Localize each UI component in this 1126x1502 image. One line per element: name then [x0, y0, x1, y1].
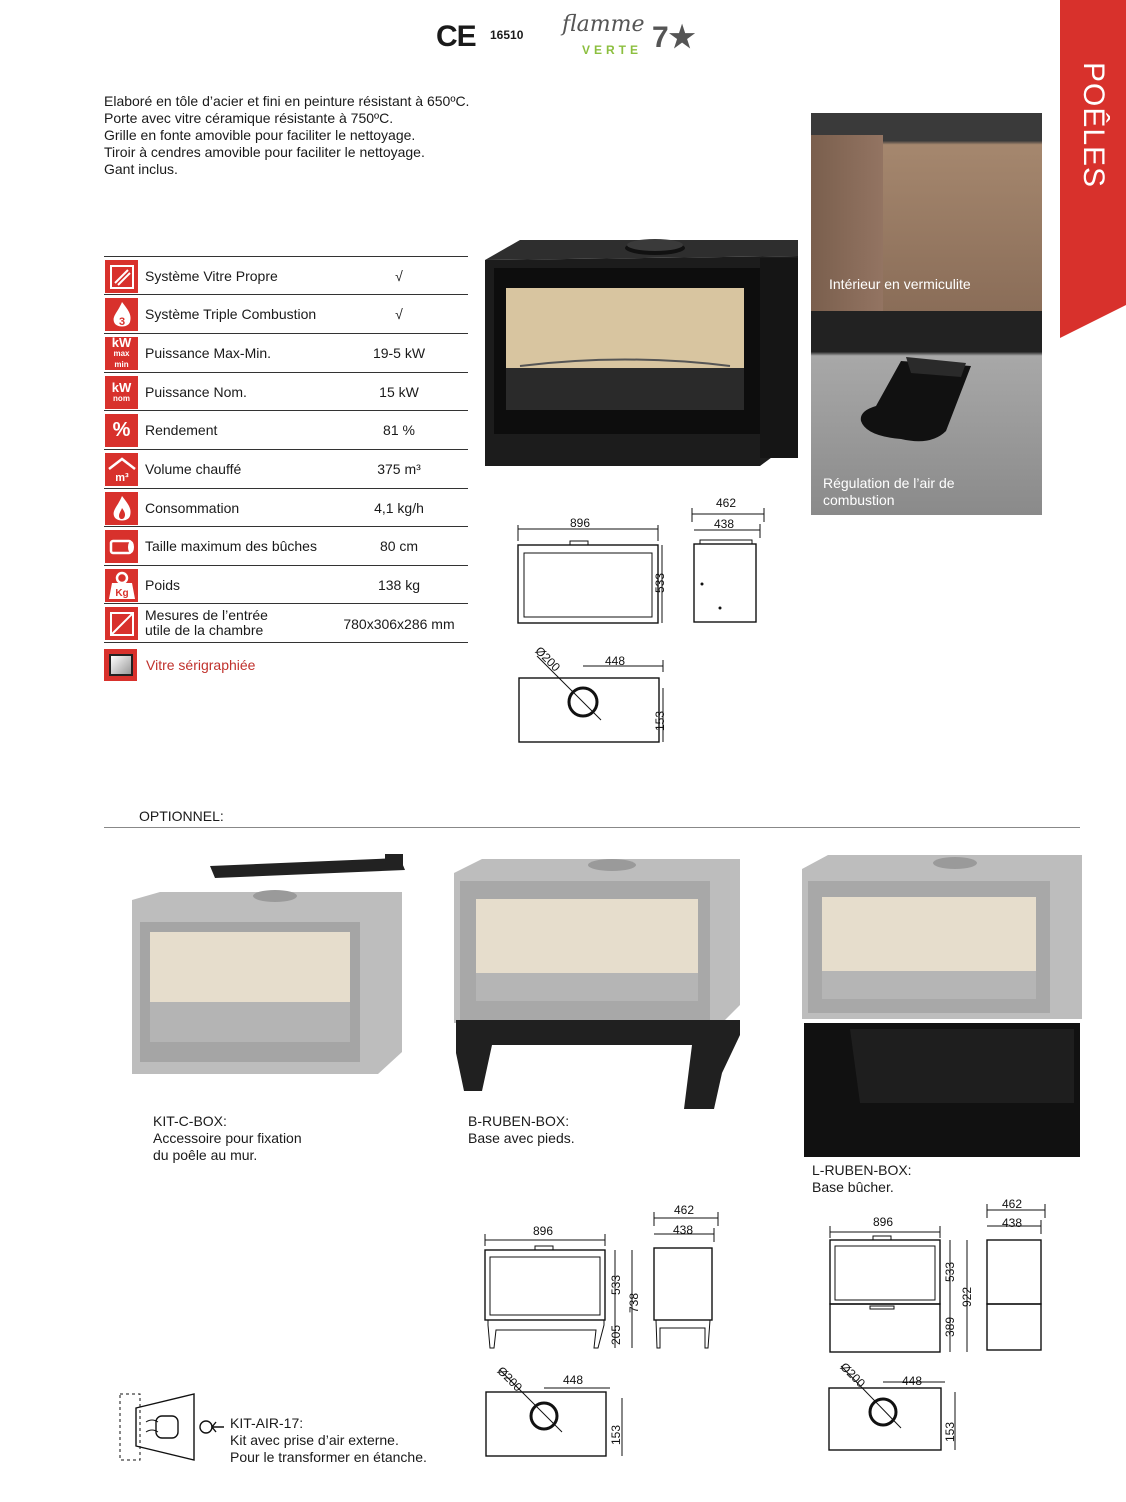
option-desc: Base avec pieds. — [468, 1130, 575, 1146]
spec-row — [104, 526, 468, 564]
l-dim-total: 922 — [960, 1286, 975, 1308]
flamme-verte-logo — [562, 10, 712, 60]
l-dim-d-outer: 462 — [1002, 1197, 1023, 1211]
option-name: L-RUBEN-BOX: — [812, 1162, 912, 1178]
spec-label: Taille maximum des bûches — [145, 538, 317, 554]
chamber-icon — [105, 607, 138, 640]
kw-max-min-icon — [105, 337, 138, 370]
optional-title: OPTIONNEL: — [139, 808, 224, 824]
flame-icon — [105, 492, 138, 525]
b-dim-h1: 533 — [609, 1274, 624, 1296]
b-dim-h2: 205 — [609, 1324, 624, 1346]
l-ruben-box-image — [800, 853, 1085, 1161]
option-name: B-RUBEN-BOX: — [468, 1113, 570, 1129]
b-dim-d-outer: 462 — [674, 1203, 695, 1217]
dim-flue-diameter: Ø200 — [532, 643, 564, 675]
detail-photos — [811, 113, 1042, 515]
triple-combustion-icon — [105, 298, 138, 331]
svg-text:Kg: Kg — [114, 587, 129, 599]
dim-flue-offset: 448 — [605, 654, 626, 668]
b-dim-width: 896 — [533, 1224, 554, 1238]
spec-label: Volume chauffé — [145, 461, 242, 477]
serigraph-label: Vitre sérigraphiée — [146, 657, 256, 673]
l-ruben-box-label — [812, 1162, 912, 1196]
b-ruben-box-image — [452, 855, 744, 1115]
option-desc: du poêle au mur. — [153, 1147, 258, 1163]
b-dim-total: 738 — [627, 1292, 642, 1314]
spec-row — [104, 256, 468, 294]
poeles-tab-point — [1060, 305, 1126, 338]
b-dim-flue: Ø200 — [494, 1363, 526, 1395]
spec-value: 138 kg — [377, 577, 421, 593]
l-dim-h2: 389 — [943, 1316, 958, 1338]
b-dim-d-inner: 438 — [673, 1223, 694, 1237]
flamme-rating: 7★ — [652, 21, 696, 54]
description-line: Porte avec vitre céramique résistante à 750ºC. — [104, 110, 394, 126]
air-regulation-caption: Régulation de l’air de combustion — [823, 475, 955, 508]
l-dim-depth: 153 — [943, 1421, 958, 1443]
kit-air-icon — [116, 1388, 226, 1468]
percent-icon: % — [105, 414, 138, 447]
description-line: Tiroir à cendres amovible pour faciliter le nettoyage. — [104, 144, 425, 160]
flamme-verte: VERTE — [582, 43, 643, 57]
max-text: max — [113, 349, 130, 358]
description-line: Elaboré en tôle d’acier et fini en peinture résistant à 650ºC. — [104, 93, 470, 109]
spec-row — [104, 410, 468, 448]
stove-image — [480, 238, 802, 470]
spec-label: Puissance Max-Min. — [145, 345, 272, 361]
vermiculite-caption: Intérieur en vermiculite — [829, 276, 971, 292]
dim-flue-depth: 153 — [653, 710, 668, 732]
spec-value: 780x306x286 mm — [343, 616, 455, 632]
spec-label: Consommation — [145, 500, 240, 516]
option-desc: Kit avec prise d’air externe. — [230, 1432, 399, 1448]
svg-text:3: 3 — [118, 315, 125, 328]
dim-width: 896 — [570, 516, 591, 530]
option-name: KIT-AIR-17: — [230, 1415, 304, 1431]
spec-row — [104, 565, 468, 603]
l-dim-flue: Ø200 — [837, 1359, 869, 1391]
option-desc: Base bûcher. — [812, 1179, 894, 1195]
serigraph-icon — [104, 649, 137, 681]
description — [104, 93, 469, 178]
spec-value: √ — [395, 306, 403, 322]
l-dim-width: 896 — [873, 1215, 894, 1229]
option-name: KIT-C-BOX: — [153, 1113, 227, 1129]
b-dim-depth: 153 — [609, 1424, 624, 1446]
spec-value: 4,1 kg/h — [374, 500, 424, 516]
l-dim-h1: 533 — [943, 1261, 958, 1283]
spec-row — [104, 294, 468, 332]
ce-number: 16510 — [490, 28, 524, 42]
poeles-tab-label: POÊLES — [1077, 61, 1110, 189]
spec-value: √ — [395, 268, 403, 284]
dim-depth-inner: 438 — [714, 517, 735, 531]
spec-value: 15 kW — [379, 384, 419, 400]
spec-row — [104, 488, 468, 526]
spec-row — [104, 333, 468, 371]
weight-icon — [105, 569, 138, 602]
kw-text: kW — [111, 379, 132, 395]
optional-divider — [104, 827, 1080, 828]
front-view-drawing — [510, 525, 670, 625]
option-desc: Accessoire pour fixation — [153, 1130, 302, 1146]
spec-label: Système Triple Combustion — [145, 306, 317, 322]
nom-text: nom — [113, 393, 130, 403]
kw-nom-icon — [105, 376, 138, 409]
dim-depth-outer: 462 — [716, 496, 737, 510]
spec-row — [104, 603, 468, 643]
kit-c-box-label — [153, 1113, 302, 1164]
spec-value: 80 cm — [379, 538, 419, 554]
spec-label: Puissance Nom. — [145, 384, 247, 400]
min-text: min — [114, 360, 129, 369]
option-desc: Pour le transformer en étanche. — [230, 1449, 427, 1465]
volume-icon — [105, 453, 138, 486]
spec-label: Rendement — [145, 422, 218, 438]
l-dim-d-inner: 438 — [1002, 1216, 1023, 1230]
dim-height: 533 — [653, 572, 668, 594]
b-dim-offset: 448 — [563, 1373, 584, 1387]
ce-logo: CE — [436, 20, 476, 53]
kit-air-label — [230, 1415, 427, 1466]
spec-label: Mesures de l’entrée utile de la chambre — [145, 607, 268, 638]
svg-text:m³: m³ — [114, 471, 129, 484]
spec-value: 19-5 kW — [372, 345, 426, 361]
description-line: Gant inclus. — [104, 161, 178, 177]
spec-label: Système Vitre Propre — [145, 268, 278, 284]
log-icon — [105, 530, 138, 563]
spec-value: 81 % — [383, 422, 415, 438]
kit-c-box-image — [130, 852, 415, 1077]
spec-value: 375 m³ — [377, 461, 421, 477]
spec-label: Poids — [145, 577, 181, 593]
kw-text: kW — [111, 335, 132, 350]
flamme-script: flamme — [562, 12, 645, 37]
spec-row — [104, 449, 468, 487]
clean-glass-icon — [105, 260, 138, 293]
l-dim-offset: 448 — [902, 1374, 923, 1388]
description-line: Grille en fonte amovible pour faciliter le nettoyage. — [104, 127, 416, 143]
spec-row — [104, 372, 468, 410]
b-ruben-box-label — [468, 1113, 575, 1147]
